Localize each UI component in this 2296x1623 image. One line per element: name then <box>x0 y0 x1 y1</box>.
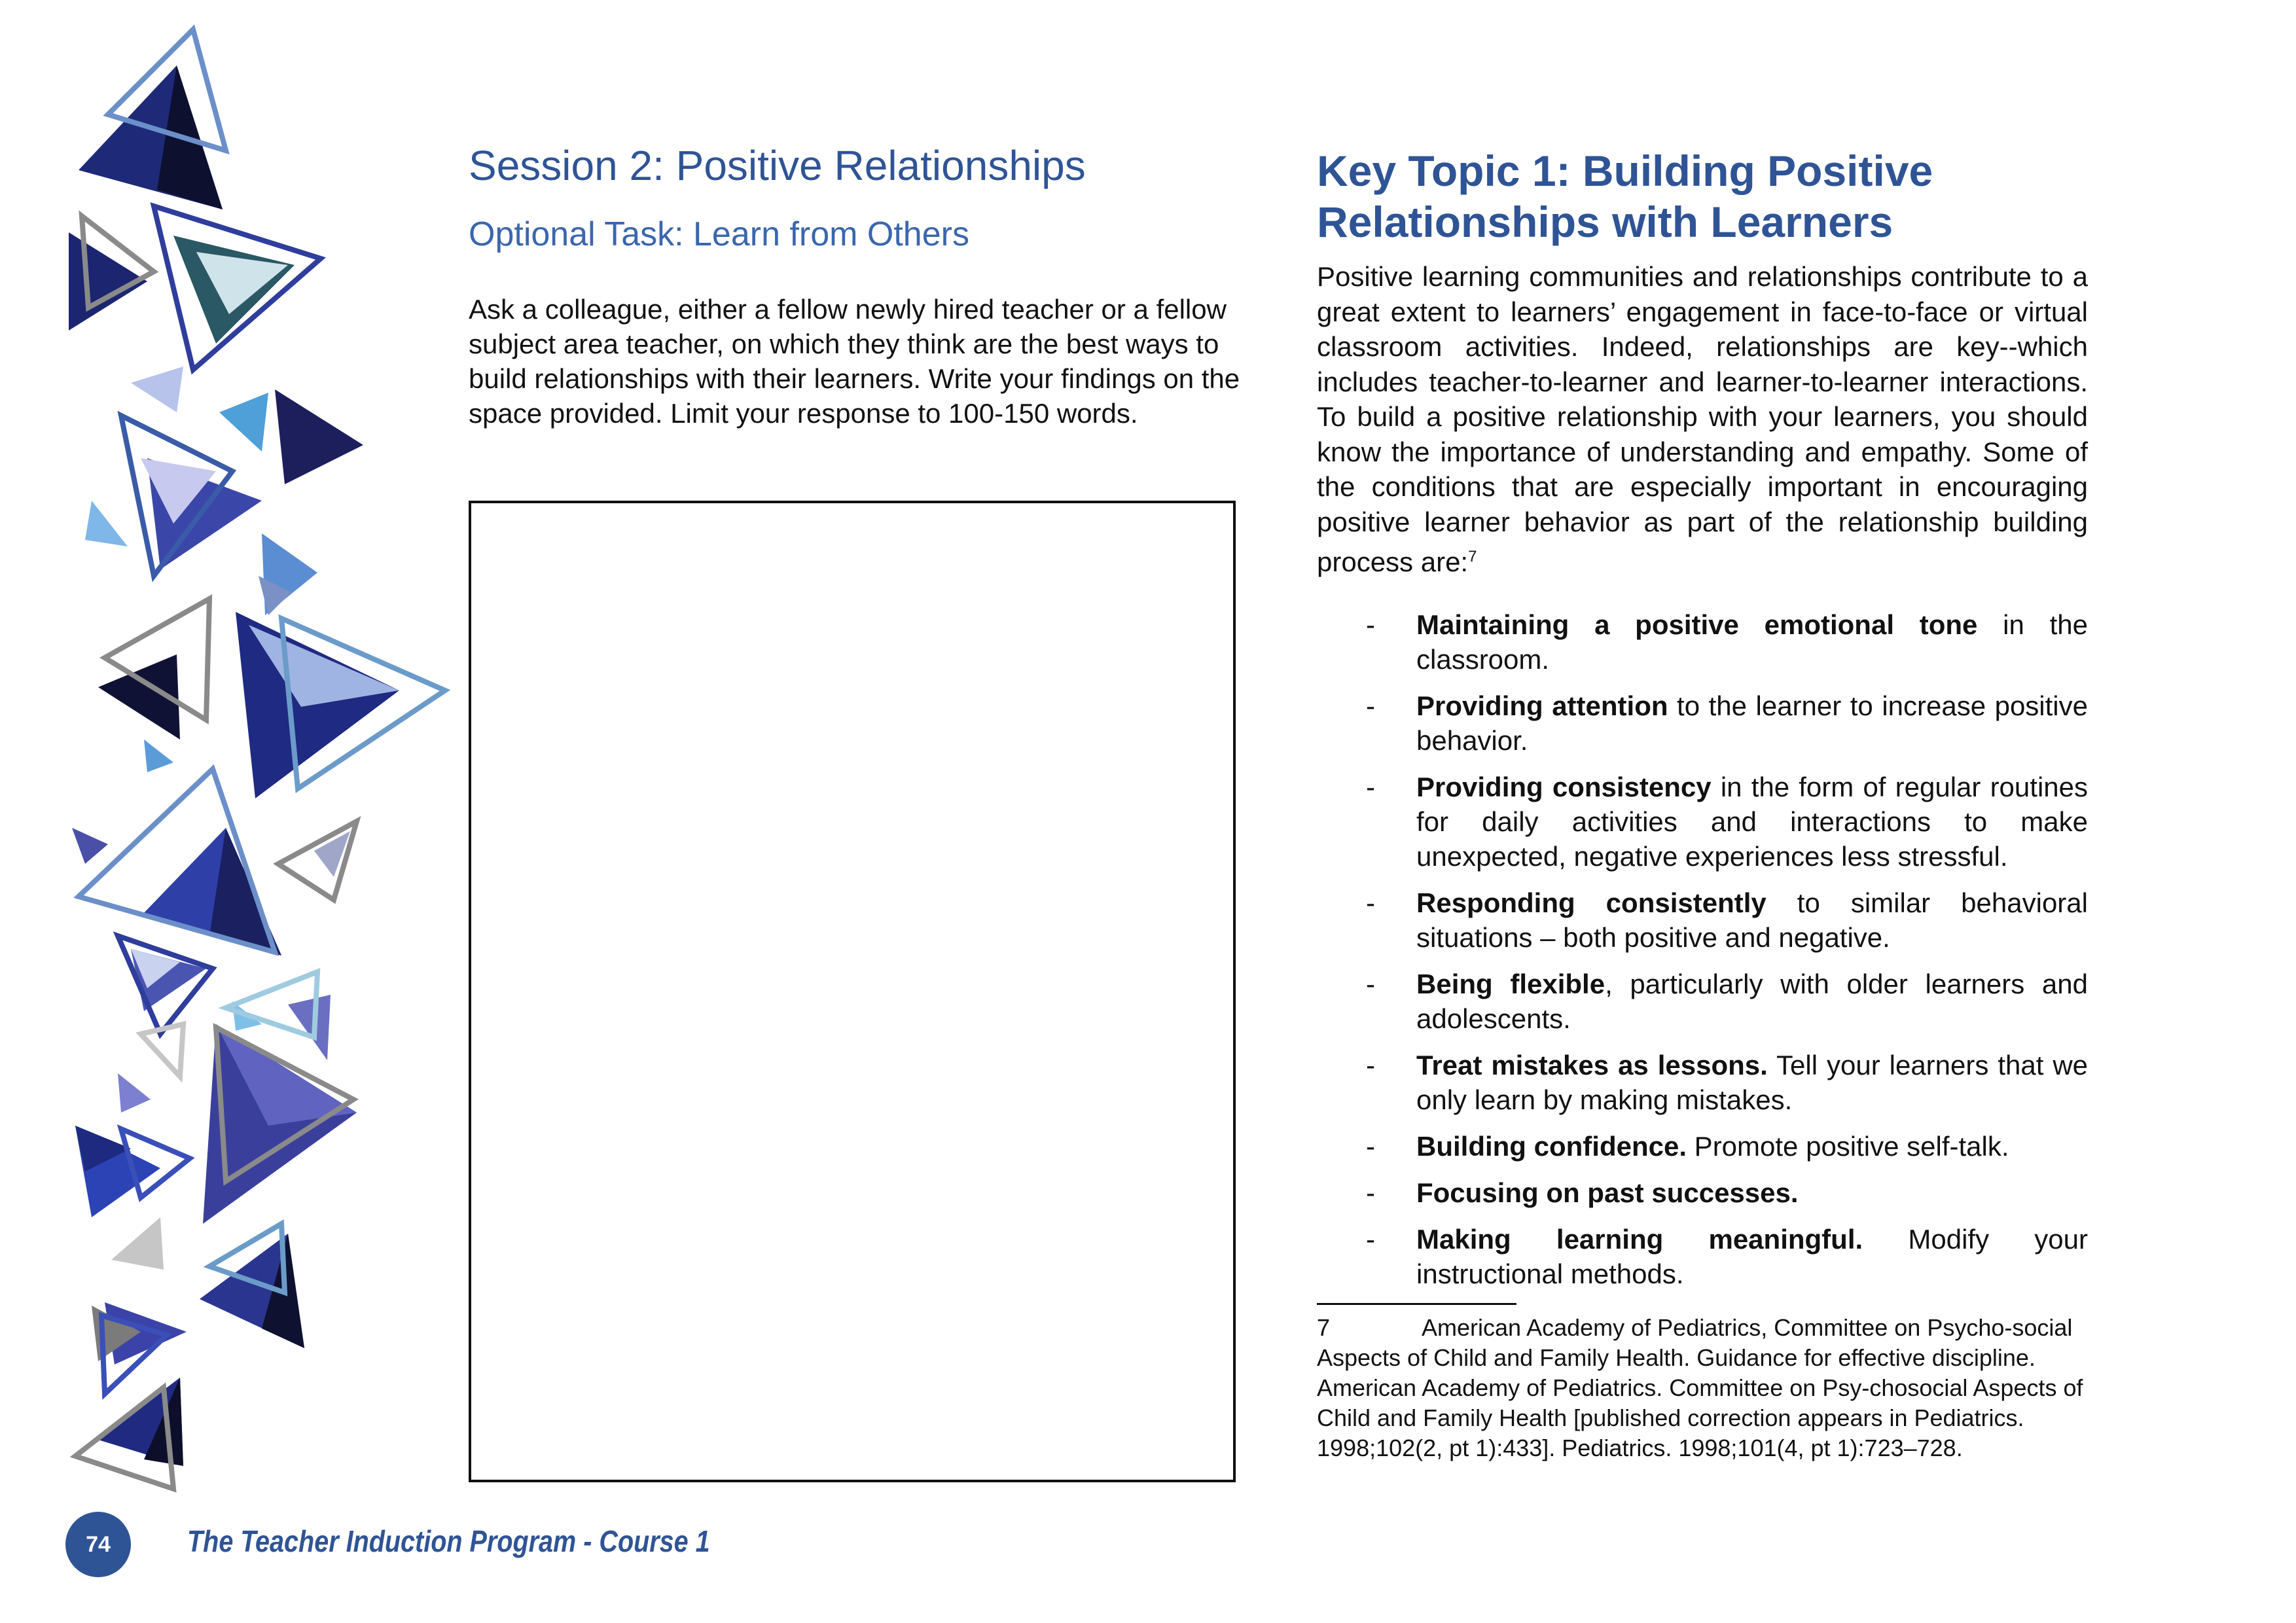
response-writing-box[interactable] <box>469 501 1236 1482</box>
triangle-shape <box>219 393 268 452</box>
triangle-shape <box>85 501 128 546</box>
triangle-shape <box>275 389 363 484</box>
session-title: Session 2: Positive Relationships <box>469 142 1086 189</box>
intro-paragraph <box>1317 259 2088 580</box>
conditions-list <box>1317 607 2088 1291</box>
key-topic-section <box>1317 145 2088 1463</box>
footnote-reference: 7 <box>1468 548 1477 565</box>
list-item: - Making learning meaningful. Modify your instructional methods. <box>1366 1223 2088 1289</box>
list-item: - Focusing on past successes. <box>1366 1177 1799 1208</box>
task-instructions: Ask a colleague, either a fellow newly hired teacher or a fellow subject area teacher, on which they think are the best ways to build relationships with their learners. Write your findings on the space provided. Limit your response to 100-150 words. <box>469 293 1240 429</box>
triangle-shape <box>288 995 331 1060</box>
footnote-divider <box>1317 1303 1516 1305</box>
page-number-badge: 74 <box>65 1512 131 1577</box>
triangle-shape <box>144 740 173 772</box>
list-item: - Treat mistakes as lessons. Tell your learners that we only learn by making mistakes. <box>1366 1049 2089 1115</box>
list-item: - Maintaining a positive emotional tone in the classroom. <box>1366 609 2088 675</box>
footnote-text: American Academy of Pediatrics, Committee on Psycho-social Aspects of Child and Family Health. Guidance for effective discipline. American Academy of Pediatrics. Committee on Psy-chosocial Aspects of Child and Family Health [published correction appears in Pediatrics. 1998;102(2, pt 1):433]. Pediatrics. 1998;101(4, pt 1):723–728. <box>1317 1313 2083 1461</box>
list-item: - Providing attention to the learner to increase positive behavior. <box>1366 690 2088 756</box>
key-topic-title: Key Topic 1: Building Positive Relationships with Learners <box>1317 147 1933 246</box>
list-item: - Providing consistency in the form of regular routines for daily activities and interactions to make unexpected, negative experiences less stressful. <box>1366 771 2088 872</box>
list-item: - Being flexible, particularly with older learners and adolescents. <box>1366 968 2088 1034</box>
triangle-outline <box>278 821 357 900</box>
intro-text: Positive learning communities and relationships contribute to a great extent to learners’ engagement in face-to-face or virtual classroom activities. Indeed, relationships are key--which includes teacher-to-learner and learner-to-learner interactions. To build a positive relationship with your learners, you should know the importance of understanding and empathy. Some of the conditions that are especially important in encouraging positive learner behavior as part of the relationship building process are: <box>1317 261 2088 577</box>
footer-title: The Teacher Induction Program - Course 1 <box>187 1524 710 1558</box>
list-item: - Responding consistently to similar behavioral situations – both positive and negative. <box>1366 887 2088 953</box>
footnote <box>1317 1313 2088 1463</box>
footnote-number: 7 <box>1317 1313 1331 1341</box>
triangle-shape <box>131 366 183 412</box>
triangle-shape <box>118 1073 151 1113</box>
list-item: - Building confidence. Promote positive self-talk. <box>1366 1130 2009 1162</box>
triangle-shape <box>72 828 108 864</box>
triangle-shape <box>203 1024 357 1224</box>
optional-task-heading: Optional Task: Learn from Others <box>469 215 969 253</box>
triangle-shape <box>111 1217 164 1270</box>
optional-task-section <box>469 141 1241 431</box>
decorative-triangle-border <box>0 0 471 1571</box>
